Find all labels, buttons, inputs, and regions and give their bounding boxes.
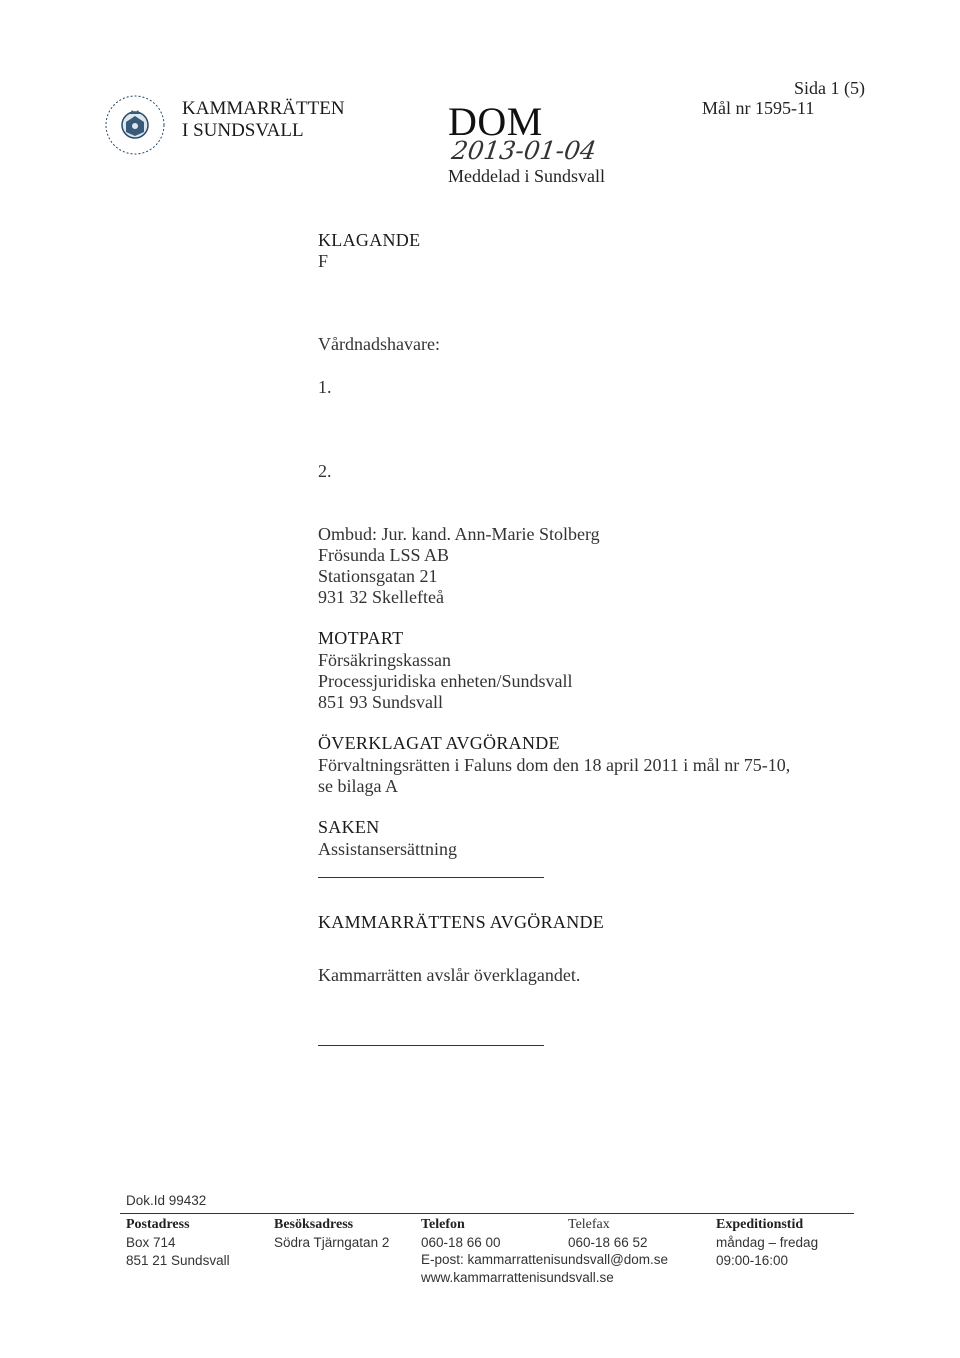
klagande-name: F bbox=[318, 251, 329, 271]
ombud-street: Stationsgatan 21 bbox=[318, 566, 438, 586]
footer-telefax bbox=[568, 1215, 648, 1252]
guardians-label: Vårdnadshavare: bbox=[318, 334, 440, 354]
divider-line bbox=[318, 1045, 544, 1046]
klagande-heading: KLAGANDE bbox=[318, 230, 421, 250]
motpart-heading: MOTPART bbox=[318, 628, 404, 648]
avgorande-heading: KAMMARRÄTTENS AVGÖRANDE bbox=[318, 912, 605, 932]
handwritten-date: 2013-01-04 bbox=[449, 136, 599, 165]
postadress-label: Postadress bbox=[126, 1217, 190, 1232]
besoksadress-label: Besöksadress bbox=[274, 1217, 354, 1232]
guardian-1: 1. bbox=[318, 377, 332, 397]
court-name-line2: I SUNDSVALL bbox=[182, 120, 304, 141]
document-id: Dok.Id 99432 bbox=[126, 1193, 207, 1208]
postadress-city: 851 21 Sundsvall bbox=[126, 1253, 230, 1268]
page-number: Sida 1 (5) bbox=[794, 78, 865, 98]
footer-expedition bbox=[716, 1215, 818, 1270]
expedition-hours: 09:00-16:00 bbox=[716, 1253, 789, 1268]
ombud-city: 931 32 Skellefteå bbox=[318, 587, 444, 607]
footer-besoksadress bbox=[274, 1215, 389, 1252]
postadress-box: Box 714 bbox=[126, 1235, 176, 1250]
avgorande-text: Kammarrätten avslår överklagandet. bbox=[318, 965, 581, 985]
motpart-line2: Processjuridiska enheten/Sundsvall bbox=[318, 671, 573, 691]
guardian-2: 2. bbox=[318, 461, 332, 481]
expedition-days: måndag – fredag bbox=[716, 1235, 819, 1250]
ombud-org: Frösunda LSS AB bbox=[318, 545, 450, 565]
saken-heading: SAKEN bbox=[318, 817, 380, 837]
telefax-number: 060-18 66 52 bbox=[568, 1235, 648, 1250]
overklagat-line2: se bilaga A bbox=[318, 776, 398, 796]
email-link[interactable]: E-post: kammarrattenisundsvall@dom.se bbox=[421, 1252, 669, 1267]
issued-place: Meddelad i Sundsvall bbox=[448, 166, 605, 186]
motpart-line3: 851 93 Sundsvall bbox=[318, 692, 444, 712]
footer-telefon bbox=[421, 1215, 501, 1252]
court-name bbox=[182, 98, 345, 142]
website-link[interactable]: www.kammarrattenisundsvall.se bbox=[421, 1270, 614, 1285]
divider-line bbox=[318, 877, 544, 878]
saken-text: Assistansersättning bbox=[318, 839, 457, 859]
ombud-line: Ombud: Jur. kand. Ann-Marie Stolberg bbox=[318, 524, 600, 544]
telefon-number: 060-18 66 00 bbox=[421, 1235, 501, 1250]
footer-postadress bbox=[126, 1215, 230, 1270]
footer-contact bbox=[421, 1251, 668, 1287]
overklagat-heading: ÖVERKLAGAT AVGÖRANDE bbox=[318, 733, 560, 753]
motpart-line1: Försäkringskassan bbox=[318, 650, 451, 670]
overklagat-line1: Förvaltningsrätten i Faluns dom den 18 april 2011 i mål nr 75-10, bbox=[318, 755, 791, 775]
document-type: DOM bbox=[448, 99, 543, 144]
case-number: Mål nr 1595-11 bbox=[702, 98, 815, 118]
telefax-label: Telefax bbox=[568, 1217, 610, 1232]
court-name-line1: KAMMARRÄTTEN bbox=[182, 98, 345, 119]
footer-divider bbox=[120, 1213, 854, 1214]
besoksadress-street: Södra Tjärngatan 2 bbox=[274, 1235, 390, 1250]
telefon-label: Telefon bbox=[421, 1217, 465, 1232]
expedition-label: Expeditionstid bbox=[716, 1217, 804, 1232]
court-seal-icon bbox=[104, 94, 166, 156]
